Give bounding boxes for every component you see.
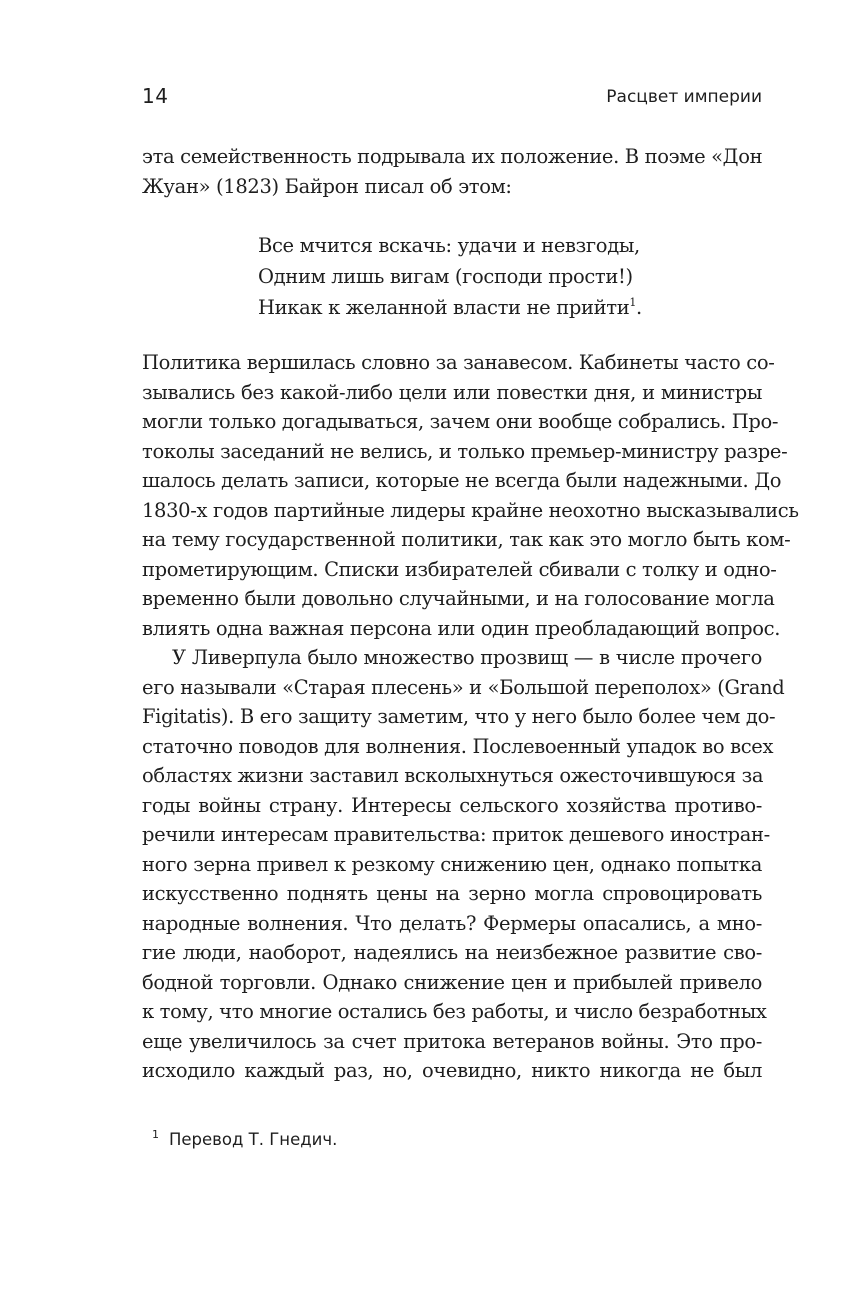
text-line: исходило каждый раз, но, очевидно, никто никогда не был (142, 1059, 762, 1082)
poem-line: Одним лишь вигам (господи прости!) (258, 265, 633, 288)
text-line: прометирующим. Списки избирателей сбивали с толку и одно- (142, 557, 777, 581)
text-line: Жуан» (1823) Байрон писал об этом: (142, 174, 512, 198)
poem-line-end: . (636, 296, 642, 319)
poem-line-last (258, 292, 642, 323)
poem-line-text: Никак к желанной власти не прийти (258, 296, 630, 319)
text-line: шалось делать записи, которые не всегда были надежными. До (142, 469, 782, 492)
text-line: эта семейственность подрывала их положение. В поэме «Дон (142, 145, 763, 168)
intro-paragraph (142, 142, 762, 201)
text-line: статочно поводов для волнения. Послевоенный упадок во всех (142, 734, 774, 758)
text-line: на тему государственной политики, так как это могло быть ком- (142, 528, 791, 551)
footnote-reference[interactable]: 1 (629, 296, 637, 309)
text-line: токолы заседаний не велись, и только премьер-министру разре- (142, 439, 788, 463)
text-line: речили интересам правительства: приток дешевого иностран- (142, 823, 770, 846)
text-line: У Ливерпула было множество прозвищ — в числе прочего (172, 646, 762, 669)
text-line: годы войны страну. Интересы сельского хозяйства противо- (142, 793, 762, 817)
text-line: временно были довольно случайными, и на голосование могла (142, 587, 775, 610)
page-number: 14 (142, 84, 169, 108)
footnote-number: 1 (152, 1128, 159, 1141)
text-line: еще увеличилось за счет притока ветеранов войны. Это про- (142, 1029, 762, 1053)
poem-line: Все мчится вскачь: удачи и невзгоды, (258, 234, 640, 257)
footnote (152, 1124, 337, 1151)
text-line: могли только догадываться, зачем они вообще собрались. Про- (142, 410, 779, 433)
text-line: его называли «Старая плесень» и «Большой переполох» (Grand (142, 675, 785, 699)
text-line: 1830-х годов партийные лидеры крайне неохотно высказывались (142, 498, 799, 522)
poem-quote (258, 230, 642, 323)
text-line: влиять одна важная персона или один преобладающий вопрос. (142, 616, 781, 640)
running-title: Расцвет империи (606, 87, 762, 107)
text-line: зывались без какой-либо цели или повестки дня, и министры (142, 380, 762, 404)
text-line: к тому, что многие остались без работы, и число безработных (142, 1000, 767, 1023)
body-text (142, 348, 799, 1086)
text-line: Figitatis). В его защиту заметим, что у него было более чем до- (142, 705, 776, 728)
text-line: бодной торговли. Однако снижение цен и прибылей привело (142, 970, 762, 994)
text-line: Политика вершилась словно за занавесом. Кабинеты часто со- (142, 351, 775, 374)
text-line: областях жизни заставил всколыхнуться ожесточившуюся за (142, 764, 764, 787)
footnote-text: Перевод Т. Гнедич. (169, 1130, 338, 1149)
text-line: ного зерна привел к резкому снижению цен, однако попытка (142, 852, 762, 876)
text-line: народные волнения. Что делать? Фермеры опасались, а мно- (142, 911, 762, 935)
text-line: гие люди, наоборот, надеялись на неизбежное развитие сво- (142, 941, 762, 964)
text-line: искусственно поднять цены на зерно могла спровоцировать (142, 882, 762, 905)
